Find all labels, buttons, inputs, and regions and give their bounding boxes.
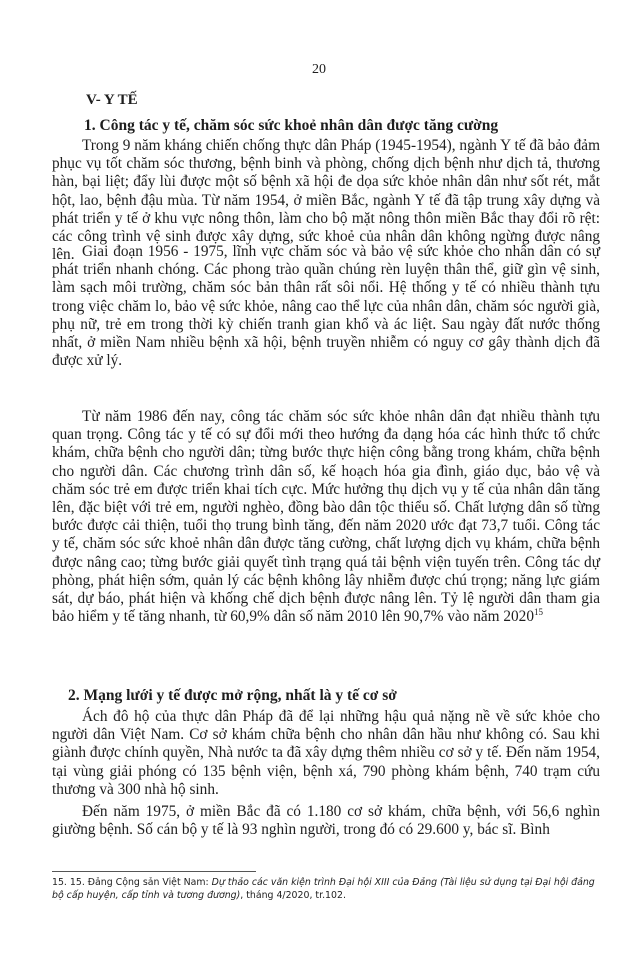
paragraph-2-block <box>52 243 600 370</box>
heading-2: 2. Mạng lưới y tế được mở rộng, nhất là y tế cơ sở <box>68 687 397 704</box>
footnote <box>52 876 600 902</box>
heading-1: 1. Công tác y tế, chăm sóc sức khoẻ nhân dân được tăng cường <box>84 117 499 134</box>
paragraph-3-block <box>52 408 600 626</box>
paragraph-1: Trong 9 năm kháng chiến chống thực dân Pháp (1945-1954), ngành Y tế đã bảo đảm phục vụ tốt chăm sóc thương, bệnh binh và phòng, chống dịch bệnh như dịch tả, thương hàn, bại liệt; đẩy lùi được một số bệnh xã hội đe dọa sức khỏe nhân dân như sốt rét, mắt hột, lao, bệnh đậu mùa. Từ năm 1954, ở miền Bắc, ngành Y tế đã tập trung xây dựng và phát triển y tế ở khu vực nông thôn, làm cho bộ mặt nông thôn miền Bắc thay đổi rõ rệt: các công trình vệ sinh được xây dựng, sức khoẻ của nhân dân không ngừng được nâng lên. <box>52 137 600 264</box>
paragraph-3 <box>52 408 600 626</box>
footnote-tail: , tháng 4/2020, tr.102. <box>240 890 346 901</box>
paragraph-2: Giai đoạn 1956 - 1975, lĩnh vực chăm sóc và bảo vệ sức khỏe cho nhân dân có sự phát triển nhanh chóng. Các phong trào quần chúng rèn luyện thân thể, giữ gìn vệ sinh, làm sạch môi trường, chăm sóc bản thân rất sôi nổi. Hệ thống y tế có nhiều thành tựu trong việc chăm lo, bảo vệ sức khỏe, nâng cao thể lực của nhân dân, chăm sóc người già, phụ nữ, trẻ em trong thời kỳ chiến tranh gian khổ và ác liệt. Sau ngày đất nước thống nhất, ở miền Nam nhiều bệnh xã hội, bệnh truyền nhiễm có nguy cơ gây thành dịch đã được xử lý. <box>52 243 600 370</box>
paragraph-3-text: Từ năm 1986 đến nay, công tác chăm sóc sức khỏe nhân dân đạt nhiều thành tựu quan trọng. Công tác y tế có sự đổi mới theo hướng đa dạng hóa các hình thức tổ chức khám, chữa bệnh cho người dân; từng bước thực hiện công bằng trong khám, chữa bệnh cho người dân. Các chương trình dân số, kế hoạch hóa gia đình, giáo dục, bảo vệ và chăm sóc trẻ em được triển khai tích cực. Mức hưởng thụ dịch vụ y tế của nhân dân tăng lên, đặc biệt với trẻ em, người nghèo, đồng bào dân tộc thiểu số. Chất lượng dân số từng bước được cải thiện, tuổi thọ trung bình tăng, đến năm 2020 ước đạt 73,7 tuổi. Công tác y tế, chăm sóc sức khoẻ nhân dân được tăng cường, chất lượng dịch vụ khám, chữa bệnh được nâng cao; từng bước giải quyết tình trạng quá tải bệnh viện tuyến trên. Công tác dự phòng, phát hiện sớm, quản lý các bệnh không lây nhiễm được chú trọng; năng lực giám sát, dự báo, phát hiện và khống chế dịch bệnh được nâng lên. Tỷ lệ người dân tham gia bảo hiểm y tế tăng nhanh, từ 60,9% dân số năm 2010 lên 90,7% vào năm 2020 <box>52 408 600 626</box>
paragraph-4-5-block <box>52 708 600 839</box>
page-number: 20 <box>312 62 326 77</box>
paragraph-4: Ách đô hộ của thực dân Pháp đã để lại những hậu quả nặng nề về sức khỏe cho người dân Việt Nam. Cơ sở khám chữa bệnh cho nhân dân hầu như không có. Sau khi giành được chính quyền, Nhà nước ta đã xây dựng thêm nhiều cơ sở y tế. Đến năm 1954, tại vùng giải phóng có 135 bệnh viện, bệnh xá, 790 phòng khám bệnh, 740 trạm cứu thương và 300 nhà hộ sinh. <box>52 708 600 798</box>
section-title: V- Y TẾ <box>86 92 138 108</box>
footnote-reference[interactable]: 15 <box>533 607 543 618</box>
footnote-title: Dự thảo các văn kiện trình Đại hội XIII của Đảng (Tài liệu sử dụng tại Đại hội đảng bộ cấp huyện, cấp tỉnh và tương đương) <box>52 877 595 901</box>
paragraph-5: Đến năm 1975, ở miền Bắc đã có 1.180 cơ sở khám, chữa bệnh, với 56,6 nghìn giường bệnh. Số cán bộ y tế là 93 nghìn người, trong đó có 29.600 y, bác sĩ. Bình <box>52 803 600 839</box>
footnote-label: 15. 15. Đảng Cộng sản Việt Nam: <box>52 877 209 888</box>
footnote-divider <box>52 871 256 872</box>
